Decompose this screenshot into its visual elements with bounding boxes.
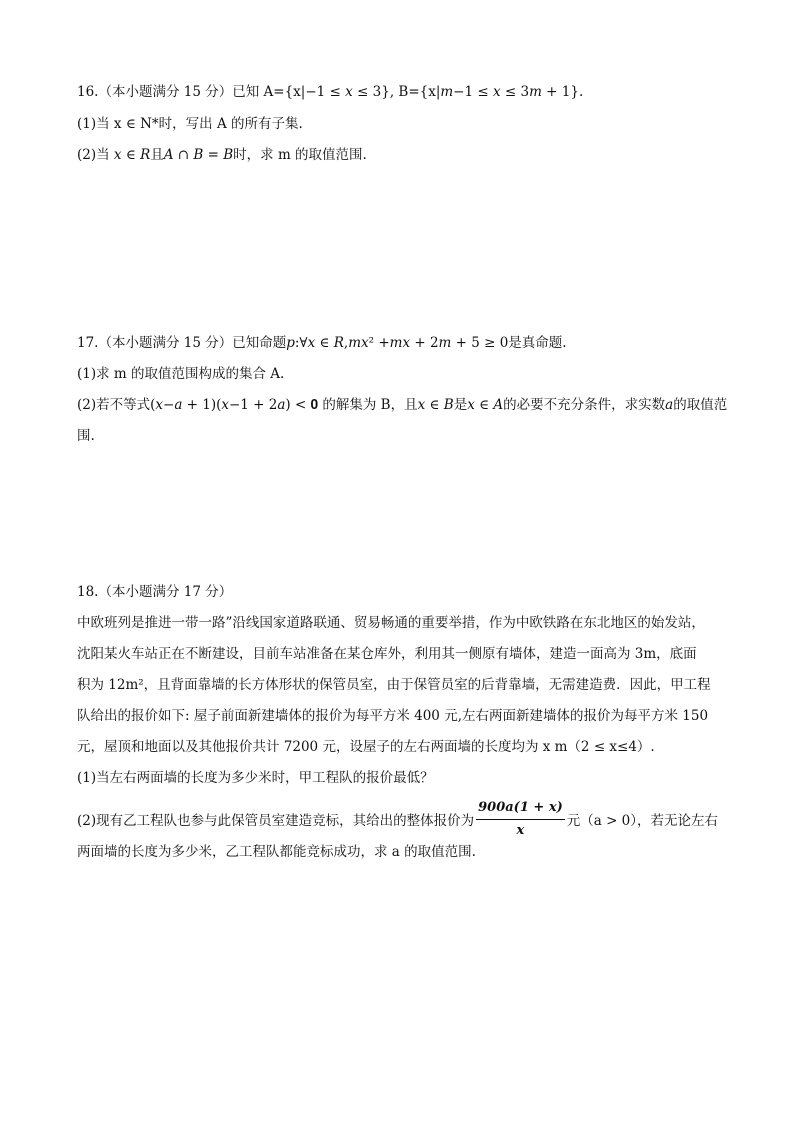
- q18-part2-text: (2)现有乙工程队也参与此保管员室建造竞标，其给出的整体报价为: [77, 813, 475, 829]
- price-fraction: [476, 798, 565, 841]
- q16-part2: (2)当 𝑥 ∈ 𝑅且𝐴 ∩ 𝐵 = 𝐵时，求 m 的取值范围.: [77, 147, 367, 163]
- q17-title: 17.（本小题满分 15 分）已知命题𝑝:∀𝑥 ∈ 𝑅,𝑚𝑥² +𝑚𝑥 + 2𝑚 + 5 ≥ 0是真命题.: [77, 335, 567, 351]
- q17-part2: (2)若不等式(𝑥−𝑎 + 1)(𝑥−1 + 2𝑎) < 𝟎 的解集为 B，且𝑥 ∈ 𝐵是𝑥 ∈ 𝐴的必要不充分条件，求实数𝑎的取值范: [77, 397, 728, 413]
- q18-para-line: 队给出的报价如下: 屋子前面新建墙体的报价为每平方米 400 元,左右两面新建墙体的报价为每平方米 150: [77, 708, 709, 724]
- q18-para-line: 积为 12m²，且背面靠墙的长方体形状的保管员室，由于保管员室的后背靠墙，无需建造费．因此，甲工程: [77, 677, 711, 693]
- q18-part2-text-after: 元（a > 0），若无论左右: [566, 813, 719, 829]
- q18-para-line: 中欧班列是推进一带一路”沿线国家道路联通、贸易畅通的重要举措，作为中欧铁路在东北地区的始发站，: [77, 615, 705, 631]
- fraction-numerator: 900a(1 + x): [476, 798, 565, 820]
- q18-part2-cont: 两面墙的长度为多少米，乙工程队都能竞标成功，求 a 的取值范围.: [77, 844, 476, 860]
- q16-title: 16.（本小题满分 15 分）已知 A={x|−1 ≤ 𝑥 ≤ 3}, B={x|𝑚−1 ≤ 𝑥 ≤ 3𝑚 + 1}.: [77, 84, 584, 100]
- q18-para-line: 沈阳某火车站正在不断建设，目前车站准备在某仓库外，利用其一侧原有墙体，建造一面高为 3m，底面: [77, 646, 697, 662]
- q17-part1: (1)求 m 的取值范围构成的集合 A.: [77, 366, 285, 382]
- q16-part1: (1)当 x ∈ N*时，写出 A 的所有子集.: [77, 116, 303, 132]
- q18-part2: [77, 800, 718, 843]
- fraction-denominator: x: [516, 823, 525, 838]
- q18-part1: (1)当左右两面墙的长度为多少米时，甲工程队的报价最低？: [77, 770, 434, 786]
- q18-title: 18.（本小题满分 17 分）: [77, 584, 233, 600]
- q18-para-line: 元，屋顶和地面以及其他报价共计 7200 元，设屋子的左右两面墙的长度均为 x m（2 ≤ x≤4）.: [77, 739, 655, 755]
- q17-part2-cont: 围.: [77, 428, 95, 444]
